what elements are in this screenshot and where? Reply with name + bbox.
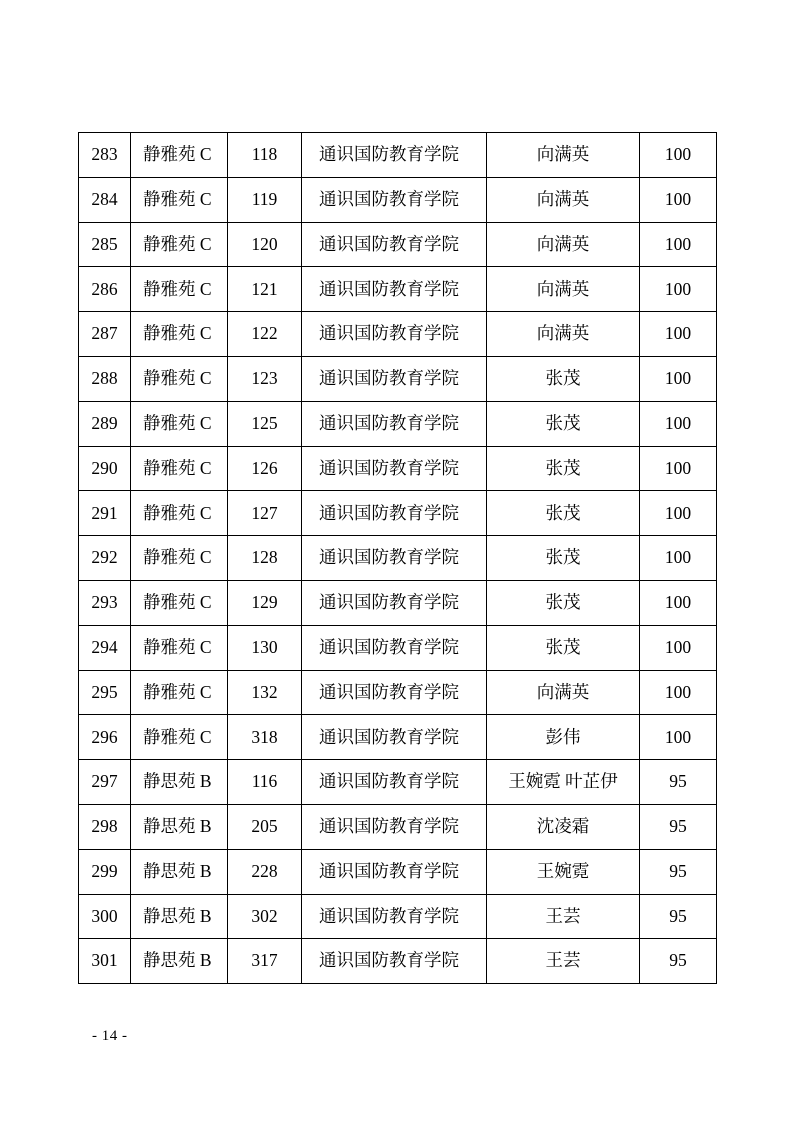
cell-college: 通识国防教育学院 <box>302 491 487 536</box>
cell-college: 通识国防教育学院 <box>302 312 487 357</box>
cell-number: 299 <box>79 849 131 894</box>
cell-score: 100 <box>640 133 717 178</box>
cell-counselor: 向满英 <box>487 133 640 178</box>
table-row <box>79 491 717 536</box>
cell-counselor: 张茂 <box>487 401 640 446</box>
cell-number: 295 <box>79 670 131 715</box>
cell-building: 静雅苑 C <box>131 670 228 715</box>
cell-college: 通识国防教育学院 <box>302 401 487 446</box>
cell-building: 静雅苑 C <box>131 401 228 446</box>
cell-counselor: 张茂 <box>487 580 640 625</box>
cell-building: 静雅苑 C <box>131 625 228 670</box>
cell-score: 95 <box>640 939 717 984</box>
cell-building: 静思苑 B <box>131 760 228 805</box>
cell-number: 293 <box>79 580 131 625</box>
cell-room: 122 <box>228 312 302 357</box>
cell-room: 205 <box>228 804 302 849</box>
cell-building: 静思苑 B <box>131 939 228 984</box>
cell-college: 通识国防教育学院 <box>302 715 487 760</box>
cell-room: 132 <box>228 670 302 715</box>
cell-room: 127 <box>228 491 302 536</box>
cell-score: 100 <box>640 177 717 222</box>
table-row <box>79 580 717 625</box>
cell-room: 118 <box>228 133 302 178</box>
cell-score: 100 <box>640 536 717 581</box>
page-number: - 14 - <box>92 1028 128 1044</box>
cell-counselor: 向满英 <box>487 177 640 222</box>
cell-building: 静雅苑 C <box>131 356 228 401</box>
cell-number: 288 <box>79 356 131 401</box>
cell-building: 静雅苑 C <box>131 312 228 357</box>
cell-number: 297 <box>79 760 131 805</box>
cell-number: 296 <box>79 715 131 760</box>
cell-college: 通识国防教育学院 <box>302 625 487 670</box>
cell-counselor: 王芸 <box>487 894 640 939</box>
cell-counselor: 沈凌霜 <box>487 804 640 849</box>
cell-room: 116 <box>228 760 302 805</box>
table-row <box>79 267 717 312</box>
cell-counselor: 向满英 <box>487 312 640 357</box>
cell-room: 129 <box>228 580 302 625</box>
cell-college: 通识国防教育学院 <box>302 267 487 312</box>
cell-college: 通识国防教育学院 <box>302 849 487 894</box>
cell-counselor: 王婉霓 叶芷伊 <box>487 760 640 805</box>
cell-college: 通识国防教育学院 <box>302 356 487 401</box>
cell-score: 95 <box>640 849 717 894</box>
cell-building: 静雅苑 C <box>131 536 228 581</box>
cell-room: 119 <box>228 177 302 222</box>
cell-room: 317 <box>228 939 302 984</box>
cell-score: 100 <box>640 580 717 625</box>
table-row <box>79 670 717 715</box>
table-row <box>79 715 717 760</box>
table-row <box>79 401 717 446</box>
cell-counselor: 王婉霓 <box>487 849 640 894</box>
cell-number: 298 <box>79 804 131 849</box>
cell-building: 静雅苑 C <box>131 580 228 625</box>
cell-counselor: 向满英 <box>487 670 640 715</box>
table-row <box>79 804 717 849</box>
table-row <box>79 356 717 401</box>
table-row <box>79 939 717 984</box>
table-row <box>79 625 717 670</box>
cell-room: 130 <box>228 625 302 670</box>
cell-building: 静雅苑 C <box>131 133 228 178</box>
cell-college: 通识国防教育学院 <box>302 670 487 715</box>
cell-score: 100 <box>640 670 717 715</box>
cell-building: 静雅苑 C <box>131 715 228 760</box>
cell-score: 95 <box>640 760 717 805</box>
cell-counselor: 向满英 <box>487 267 640 312</box>
cell-number: 283 <box>79 133 131 178</box>
cell-number: 290 <box>79 446 131 491</box>
table-row <box>79 894 717 939</box>
cell-room: 125 <box>228 401 302 446</box>
cell-score: 100 <box>640 267 717 312</box>
cell-number: 294 <box>79 625 131 670</box>
cell-college: 通识国防教育学院 <box>302 580 487 625</box>
cell-college: 通识国防教育学院 <box>302 446 487 491</box>
cell-score: 100 <box>640 446 717 491</box>
table-body <box>79 133 717 984</box>
cell-number: 285 <box>79 222 131 267</box>
cell-counselor: 彭伟 <box>487 715 640 760</box>
cell-number: 301 <box>79 939 131 984</box>
cell-room: 228 <box>228 849 302 894</box>
cell-counselor: 张茂 <box>487 356 640 401</box>
cell-college: 通识国防教育学院 <box>302 939 487 984</box>
dormitory-score-table <box>78 132 717 984</box>
cell-counselor: 王芸 <box>487 939 640 984</box>
cell-building: 静雅苑 C <box>131 446 228 491</box>
cell-number: 287 <box>79 312 131 357</box>
cell-room: 318 <box>228 715 302 760</box>
cell-college: 通识国防教育学院 <box>302 177 487 222</box>
cell-building: 静雅苑 C <box>131 267 228 312</box>
cell-building: 静雅苑 C <box>131 177 228 222</box>
cell-college: 通识国防教育学院 <box>302 536 487 581</box>
cell-college: 通识国防教育学院 <box>302 133 487 178</box>
cell-score: 100 <box>640 312 717 357</box>
cell-room: 128 <box>228 536 302 581</box>
table-row <box>79 133 717 178</box>
cell-counselor: 向满英 <box>487 222 640 267</box>
table-row <box>79 446 717 491</box>
cell-college: 通识国防教育学院 <box>302 760 487 805</box>
cell-building: 静思苑 B <box>131 849 228 894</box>
cell-score: 100 <box>640 625 717 670</box>
cell-counselor: 张茂 <box>487 446 640 491</box>
table-row <box>79 536 717 581</box>
cell-college: 通识国防教育学院 <box>302 894 487 939</box>
table-row <box>79 760 717 805</box>
cell-score: 100 <box>640 222 717 267</box>
cell-number: 284 <box>79 177 131 222</box>
cell-number: 292 <box>79 536 131 581</box>
cell-college: 通识国防教育学院 <box>302 804 487 849</box>
cell-building: 静雅苑 C <box>131 491 228 536</box>
cell-room: 302 <box>228 894 302 939</box>
cell-room: 120 <box>228 222 302 267</box>
cell-number: 291 <box>79 491 131 536</box>
table-row <box>79 177 717 222</box>
cell-college: 通识国防教育学院 <box>302 222 487 267</box>
cell-number: 289 <box>79 401 131 446</box>
cell-building: 静思苑 B <box>131 804 228 849</box>
cell-counselor: 张茂 <box>487 625 640 670</box>
cell-number: 300 <box>79 894 131 939</box>
cell-counselor: 张茂 <box>487 536 640 581</box>
cell-score: 95 <box>640 894 717 939</box>
cell-building: 静雅苑 C <box>131 222 228 267</box>
cell-building: 静思苑 B <box>131 894 228 939</box>
cell-room: 121 <box>228 267 302 312</box>
table-row <box>79 849 717 894</box>
cell-counselor: 张茂 <box>487 491 640 536</box>
cell-score: 100 <box>640 491 717 536</box>
cell-score: 100 <box>640 401 717 446</box>
table-row <box>79 312 717 357</box>
cell-room: 126 <box>228 446 302 491</box>
cell-number: 286 <box>79 267 131 312</box>
cell-score: 100 <box>640 715 717 760</box>
cell-room: 123 <box>228 356 302 401</box>
table-row <box>79 222 717 267</box>
cell-score: 95 <box>640 804 717 849</box>
cell-score: 100 <box>640 356 717 401</box>
